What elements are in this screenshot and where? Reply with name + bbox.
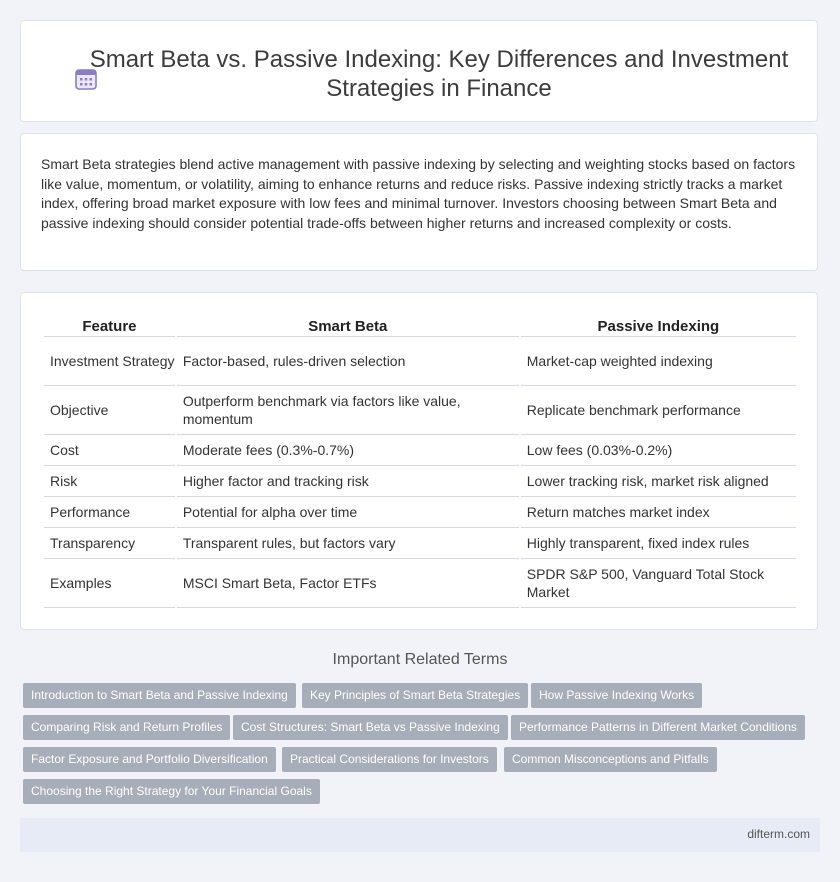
table-cell: Moderate fees (0.3%-0.7%): [177, 435, 519, 466]
table-cell: Return matches market index: [521, 497, 796, 528]
table-cell: Higher factor and tracking risk: [177, 466, 519, 497]
related-term-link[interactable]: Comparing Risk and Return Profiles: [23, 715, 230, 740]
table-cell: Cost: [44, 435, 175, 466]
table-row: [44, 386, 796, 435]
comparison-table: [42, 317, 798, 608]
table-cell: Highly transparent, fixed index rules: [521, 528, 796, 559]
table-row: [44, 497, 796, 528]
related-term-link[interactable]: Performance Patterns in Different Market Conditions: [511, 715, 805, 740]
table-cell: Outperform benchmark via factors like value, momentum: [177, 386, 519, 435]
related-term-link[interactable]: Factor Exposure and Portfolio Diversification: [23, 747, 276, 772]
table-cell: Low fees (0.03%-0.2%): [521, 435, 796, 466]
related-term-link[interactable]: Introduction to Smart Beta and Passive Indexing: [23, 683, 296, 708]
table-row: [44, 466, 796, 497]
title-card: [20, 20, 818, 122]
table-cell: Transparency: [44, 528, 175, 559]
comparison-card: [20, 292, 818, 630]
table-cell: MSCI Smart Beta, Factor ETFs: [177, 559, 519, 608]
related-term-link[interactable]: Choosing the Right Strategy for Your Financial Goals: [23, 779, 320, 804]
table-cell: Replicate benchmark performance: [521, 386, 796, 435]
table-cell: Potential for alpha over time: [177, 497, 519, 528]
table-cell: Factor-based, rules-driven selection: [177, 337, 519, 386]
table-header-row: [44, 317, 796, 337]
footer-site-link[interactable]: difterm.com: [747, 827, 810, 841]
header-passive-indexing: Passive Indexing: [521, 317, 796, 337]
table-cell: Performance: [44, 497, 175, 528]
table-cell: Market-cap weighted indexing: [521, 337, 796, 386]
table-row: [44, 337, 796, 386]
table-row: [44, 528, 796, 559]
related-terms-heading: Important Related Terms: [332, 651, 508, 668]
header-smart-beta: Smart Beta: [177, 317, 519, 337]
table-row: [44, 435, 796, 466]
related-term-link[interactable]: Key Principles of Smart Beta Strategies: [302, 683, 528, 708]
related-term-link[interactable]: Practical Considerations for Investors: [282, 747, 497, 772]
table-row: [44, 559, 796, 608]
related-term-link[interactable]: Common Misconceptions and Pitfalls: [504, 747, 717, 772]
table-cell: Objective: [44, 386, 175, 435]
related-term-link[interactable]: How Passive Indexing Works: [531, 683, 702, 708]
table-cell: Transparent rules, but factors vary: [177, 528, 519, 559]
table-cell: Risk: [44, 466, 175, 497]
page-title: Smart Beta vs. Passive Indexing: Key Differences and Investment Strategies in Finance: [89, 46, 789, 102]
table-cell: Examples: [44, 559, 175, 608]
table-cell: SPDR S&P 500, Vanguard Total Stock Market: [521, 559, 796, 608]
header-feature: Feature: [44, 317, 175, 337]
table-cell: Lower tracking risk, market risk aligned: [521, 466, 796, 497]
related-term-link[interactable]: Cost Structures: Smart Beta vs Passive Indexing: [233, 715, 508, 740]
table-cell: Investment Strategy: [44, 337, 175, 386]
intro-paragraph: Smart Beta strategies blend active management with passive indexing by selecting and weighting stocks based on factors like value, momentum, or volatility, aiming to enhance returns and reduce risks. Passive indexing strictly tracks a market index, offering broad market exposure with low fees and minimal turnover. Investors choosing between Smart Beta and passive indexing should consider potential trade-offs between higher returns and increased complexity or costs.: [41, 156, 796, 231]
footer: [20, 818, 820, 852]
intro-card: [20, 133, 818, 271]
